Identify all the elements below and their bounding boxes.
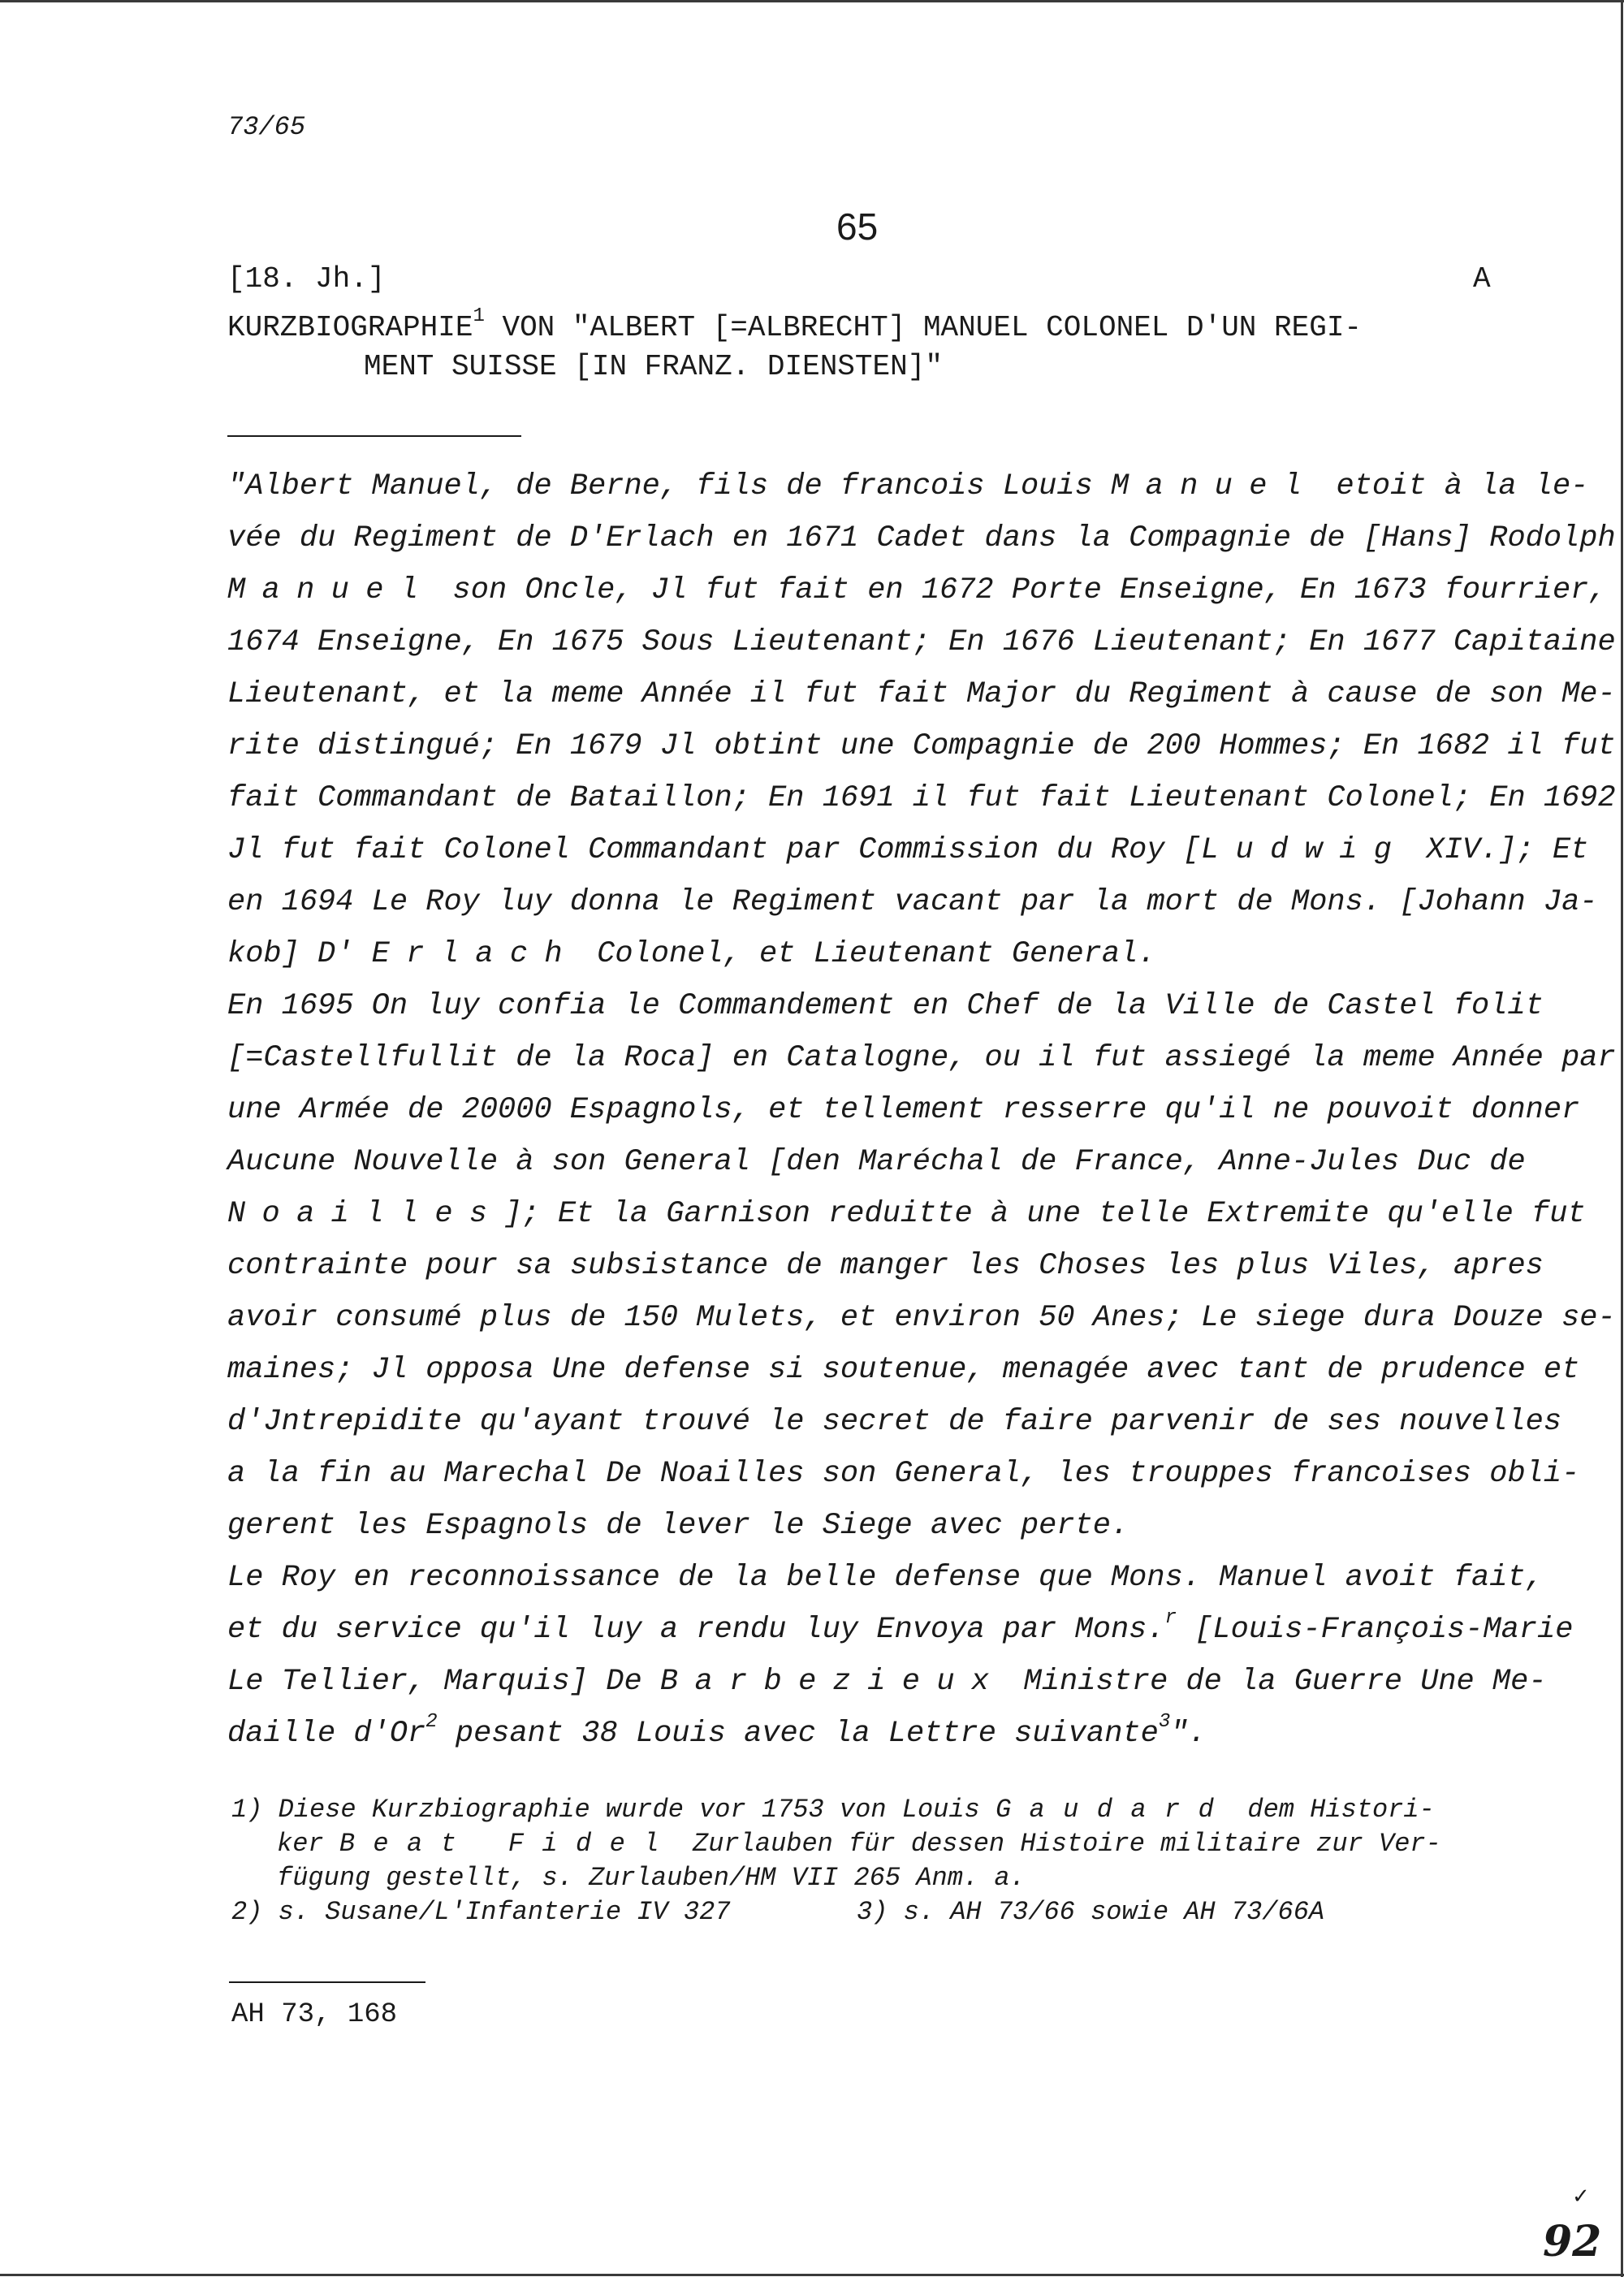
body-line-11: En 1695 On luy confia le Commandement en Chef de la Ville de Castel folit: [227, 989, 1544, 1023]
body-line-25: daille d'Or$^2$ pesant 38 Louis avec la Lettre suivante$^3$".: [227, 1711, 1207, 1751]
title-rule: [227, 435, 521, 437]
footnote-1-line-1: 1) Diese Kurzbiographie wurde vor 1753 von Louis Gaudard dem Histori-: [231, 1795, 1435, 1825]
body-line-23: et du service qu'il luy a rendu luy Envoya par Mons.$^r$ [Louis-François-Marie: [227, 1607, 1574, 1647]
spaced-name: Manuel: [1110, 469, 1319, 503]
check-mark-icon: ✓: [1572, 2184, 1590, 2209]
century-label: [18. Jh.]: [227, 262, 386, 296]
body-line-2: vée du Regiment de D'Erlach en 1671 Cadet dans la Compagnie de [Hans] Rodolph: [227, 521, 1616, 555]
section-mark: A: [1473, 262, 1491, 296]
spaced-name: Manuel: [227, 573, 435, 607]
footnote-1-line-3: fügung gestellt, s. Zurlauben/HM VII 265 Anm. a.: [277, 1863, 1026, 1893]
footnote-ref-3: 3: [1158, 1711, 1171, 1733]
spaced-name: Gaudard: [995, 1795, 1233, 1825]
footnote-1-line-2: ker Beat Fidel Zurlauben für dessen Histoire militaire zur Ver-: [277, 1829, 1441, 1859]
spaced-name: Beat Fidel: [339, 1829, 677, 1859]
document-id: 73/65: [227, 112, 306, 142]
footnote-ref-2: 2: [425, 1711, 438, 1733]
body-line-10: kob] D' Erlach Colonel, et Lieutenant General.: [227, 937, 1156, 971]
spaced-name: Ludwig: [1201, 833, 1409, 867]
footnote-3: 3) s. AH 73/66 sowie AH 73/66A: [857, 1897, 1325, 1927]
body-line-20: a la fin au Marechal De Noailles son General, les trouppes francoises obli-: [227, 1457, 1580, 1491]
page-number: 65: [836, 205, 879, 248]
title-line-1: KURZBIOGRAPHIE$^1$ VON "ALBERT [=ALBRECHT] MANUEL COLONEL D'UN REGI-: [227, 305, 1363, 344]
body-line-21: gerent les Espagnols de lever le Siege avec perte.: [227, 1509, 1129, 1543]
body-line-4: 1674 Enseigne, En 1675 Sous Lieutenant; En 1676 Lieutenant; En 1677 Capitaine: [227, 625, 1616, 659]
body-line-9: en 1694 Le Roy luy donna le Regiment vacant par la mort de Mons. [Johann Ja-: [227, 885, 1598, 919]
page-top-edge: [0, 0, 1624, 2]
spaced-name: Barbezieux: [659, 1665, 1006, 1699]
body-line-1: "Albert Manuel, de Berne, fils de francois Louis Manuel etoit à la le-: [227, 469, 1589, 503]
footnote-ref-1: 1: [473, 305, 485, 327]
body-line-5: Lieutenant, et la meme Année il fut fait Major du Regiment à cause de son Me-: [227, 677, 1616, 711]
body-line-7: fait Commandant de Bataillon; En 1691 il fut fait Lieutenant Colonel; En 1692: [227, 781, 1616, 815]
body-line-24: Le Tellier, Marquis] De Barbezieux Ministre de la Guerre Une Me-: [227, 1665, 1547, 1699]
body-line-14: Aucune Nouvelle à son General [den Maréchal de France, Anne-Jules Duc de: [227, 1145, 1526, 1179]
body-line-17: avoir consumé plus de 150 Mulets, et environ 50 Anes; Le siege dura Douze se-: [227, 1301, 1616, 1335]
page-right-edge: [1621, 0, 1623, 2277]
title-line-2: MENT SUISSE [IN FRANZ. DIENSTEN]": [364, 350, 943, 383]
body-line-12: [=Castellfullit de la Roca] en Catalogne, ou il fut assiegé la meme Année par: [227, 1041, 1616, 1075]
superscript-r: r: [1164, 1607, 1177, 1629]
body-line-16: contrainte pour sa subsistance de manger les Choses les plus Viles, apres: [227, 1249, 1544, 1283]
body-line-13: une Armée de 20000 Espagnols, et tellement resserre qu'il ne pouvoit donner: [227, 1093, 1580, 1127]
body-line-3: Manuel son Oncle, Jl fut fait en 1672 Porte Enseigne, En 1673 fourrier,: [227, 573, 1607, 607]
body-line-8: Jl fut fait Colonel Commandant par Commission du Roy [Ludwig XIV.]; Et: [227, 833, 1589, 867]
body-line-22: Le Roy en reconnoissance de la belle defense que Mons. Manuel avoit fait,: [227, 1561, 1544, 1595]
spaced-name: Erlach: [371, 937, 579, 971]
handwritten-page-mark: 92: [1543, 2217, 1602, 2266]
body-line-6: rite distingué; En 1679 Jl obtint une Compagnie de 200 Hommes; En 1682 il fut: [227, 729, 1616, 763]
document-title: [227, 305, 1363, 385]
body-line-18: maines; Jl opposa Une defense si soutenue, menagée avec tant de prudence et: [227, 1353, 1580, 1387]
page-bottom-edge: [0, 2274, 1624, 2276]
spaced-name: Noailles: [227, 1197, 504, 1231]
archive-source: AH 73, 168: [231, 1999, 398, 2030]
footer-rule: [229, 1981, 425, 1983]
body-line-15: Noailles]; Et la Garnison reduitte à une telle Extremite qu'elle fut: [227, 1197, 1586, 1231]
body-line-19: d'Jntrepidite qu'ayant trouvé le secret de faire parvenir de ses nouvelles: [227, 1405, 1562, 1439]
footnote-2: 2) s. Susane/L'Infanterie IV 327: [231, 1897, 731, 1927]
